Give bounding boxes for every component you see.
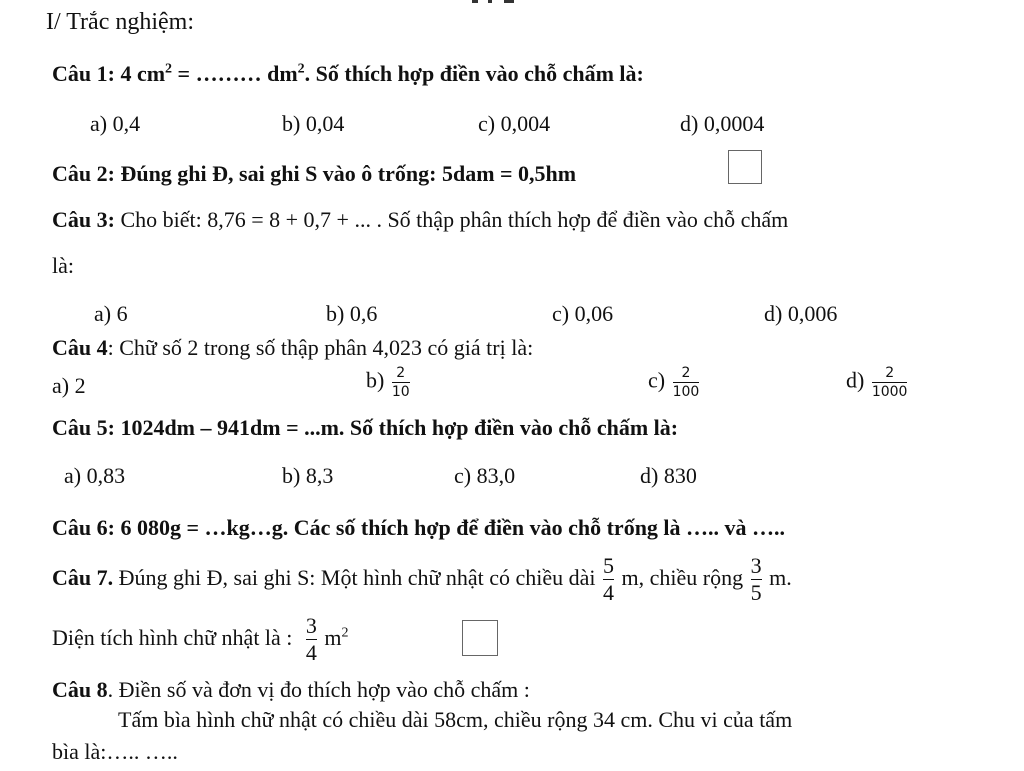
q1-label: Câu 1:: [52, 61, 115, 86]
q3-option-a: a) 6: [94, 301, 128, 326]
q3-option-d: d) 0,006: [764, 301, 838, 326]
question-4: [52, 334, 533, 362]
question-3: [52, 206, 788, 234]
q1-sup-b: 2: [297, 61, 305, 77]
q7-area-line: [52, 610, 349, 666]
q4-option-b: [366, 366, 412, 399]
q3-label: Câu 3:: [52, 207, 115, 232]
q7-width-fraction: [751, 555, 762, 604]
q4-option-d-label: d): [846, 367, 865, 393]
q7-width-numerator: 3: [750, 553, 762, 579]
q4-label: Câu 4: [52, 335, 108, 360]
q2-answer-box[interactable]: [728, 150, 762, 184]
q1-option-d: d) 0,0004: [680, 111, 765, 136]
q7-area-numerator: 3: [305, 613, 317, 639]
q4-option-c: [648, 366, 701, 399]
q1-sup-a: 2: [165, 61, 173, 77]
q7-length-fraction: [603, 555, 614, 604]
q4-b-numerator: 2: [396, 365, 406, 381]
q3-option-b: b) 0,6: [326, 301, 378, 326]
q7-text: Đúng ghi Đ, sai ghi S: Một hình chữ nhật có chiều dài: [113, 565, 596, 590]
q7-mid: m, chiều rộng: [616, 565, 744, 590]
q8-line-3: bìa là:….. …..: [52, 739, 178, 764]
q7-area-sup: 2: [341, 625, 349, 641]
q4-d-denominator: 1000: [871, 384, 908, 400]
q3-continuation: là:: [52, 253, 74, 278]
q7-area-unit: m: [318, 625, 342, 650]
q8-text: . Điền số và đơn vị đo thích hợp vào chỗ chấm :: [107, 677, 530, 702]
q7-width-denominator: 5: [750, 580, 762, 606]
q4-option-c-fraction: [673, 366, 700, 399]
q5-option-c: c) 83,0: [454, 463, 516, 488]
q4-c-denominator: 100: [672, 384, 700, 400]
q7-end: m.: [763, 565, 792, 590]
q1-option-b: b) 0,04: [282, 111, 345, 136]
q7-answer-box[interactable]: [462, 620, 498, 656]
q7-area-fraction: [306, 615, 317, 664]
q4-option-d-fraction: [872, 366, 908, 399]
q7-label: Câu 7.: [52, 565, 114, 590]
q4-option-a: a) 2: [52, 373, 86, 398]
q1-expr-a: 4 cm: [120, 61, 166, 86]
q5-option-b: b) 8,3: [282, 463, 334, 488]
q4-c-numerator: 2: [681, 365, 691, 381]
section-title: I/ Trắc nghiệm:: [46, 9, 194, 35]
q4-b-denominator: 10: [391, 384, 410, 400]
q8-label: Câu 8: [52, 677, 108, 702]
question-8: [52, 676, 530, 704]
q8-line-2: Tấm bìa hình chữ nhật có chiều dài 58cm, chiều rộng 34 cm. Chu vi của tấm: [118, 707, 793, 732]
q1-option-c: c) 0,004: [478, 111, 551, 136]
q7-length-numerator: 5: [603, 553, 615, 579]
q5-option-a: a) 0,83: [64, 463, 126, 488]
q1-expr-b: = ……… dm: [172, 61, 298, 86]
question-6: Câu 6: 6 080g = …kg…g. Các số thích hợp để điền vào chỗ trống là ….. và …..: [52, 515, 786, 540]
question-7: [52, 550, 792, 606]
q1-tail: . Số thích hợp điền vào chỗ chấm là:: [304, 61, 644, 86]
q7-length-denominator: 4: [603, 580, 615, 606]
q4-option-b-label: b): [366, 367, 385, 393]
q7-area-label: Diện tích hình chữ nhật là :: [52, 625, 293, 650]
q1-option-a: a) 0,4: [90, 111, 141, 136]
cropped-text-fragment: [470, 0, 520, 4]
question-2: Câu 2: Đúng ghi Đ, sai ghi S vào ô trống: 5dam = 0,5hm: [52, 161, 577, 186]
q4-option-c-label: c): [648, 367, 666, 393]
q4-option-d: [846, 366, 909, 399]
q4-option-b-fraction: [392, 366, 410, 399]
q3-text: Cho biết: 8,76 = 8 + 0,7 + ... . Số thập phân thích hợp để điền vào chỗ chấm: [114, 207, 789, 232]
q4-text: : Chữ số 2 trong số thập phân 4,023 có giá trị là:: [107, 335, 534, 360]
q7-area-denominator: 4: [305, 640, 317, 666]
question-5: Câu 5: 1024dm – 941dm = ...m. Số thích hợp điền vào chỗ chấm là:: [52, 415, 679, 440]
q3-option-c: c) 0,06: [552, 301, 614, 326]
question-1: [52, 60, 644, 88]
q5-option-d: d) 830: [640, 463, 697, 488]
q4-d-numerator: 2: [885, 365, 895, 381]
